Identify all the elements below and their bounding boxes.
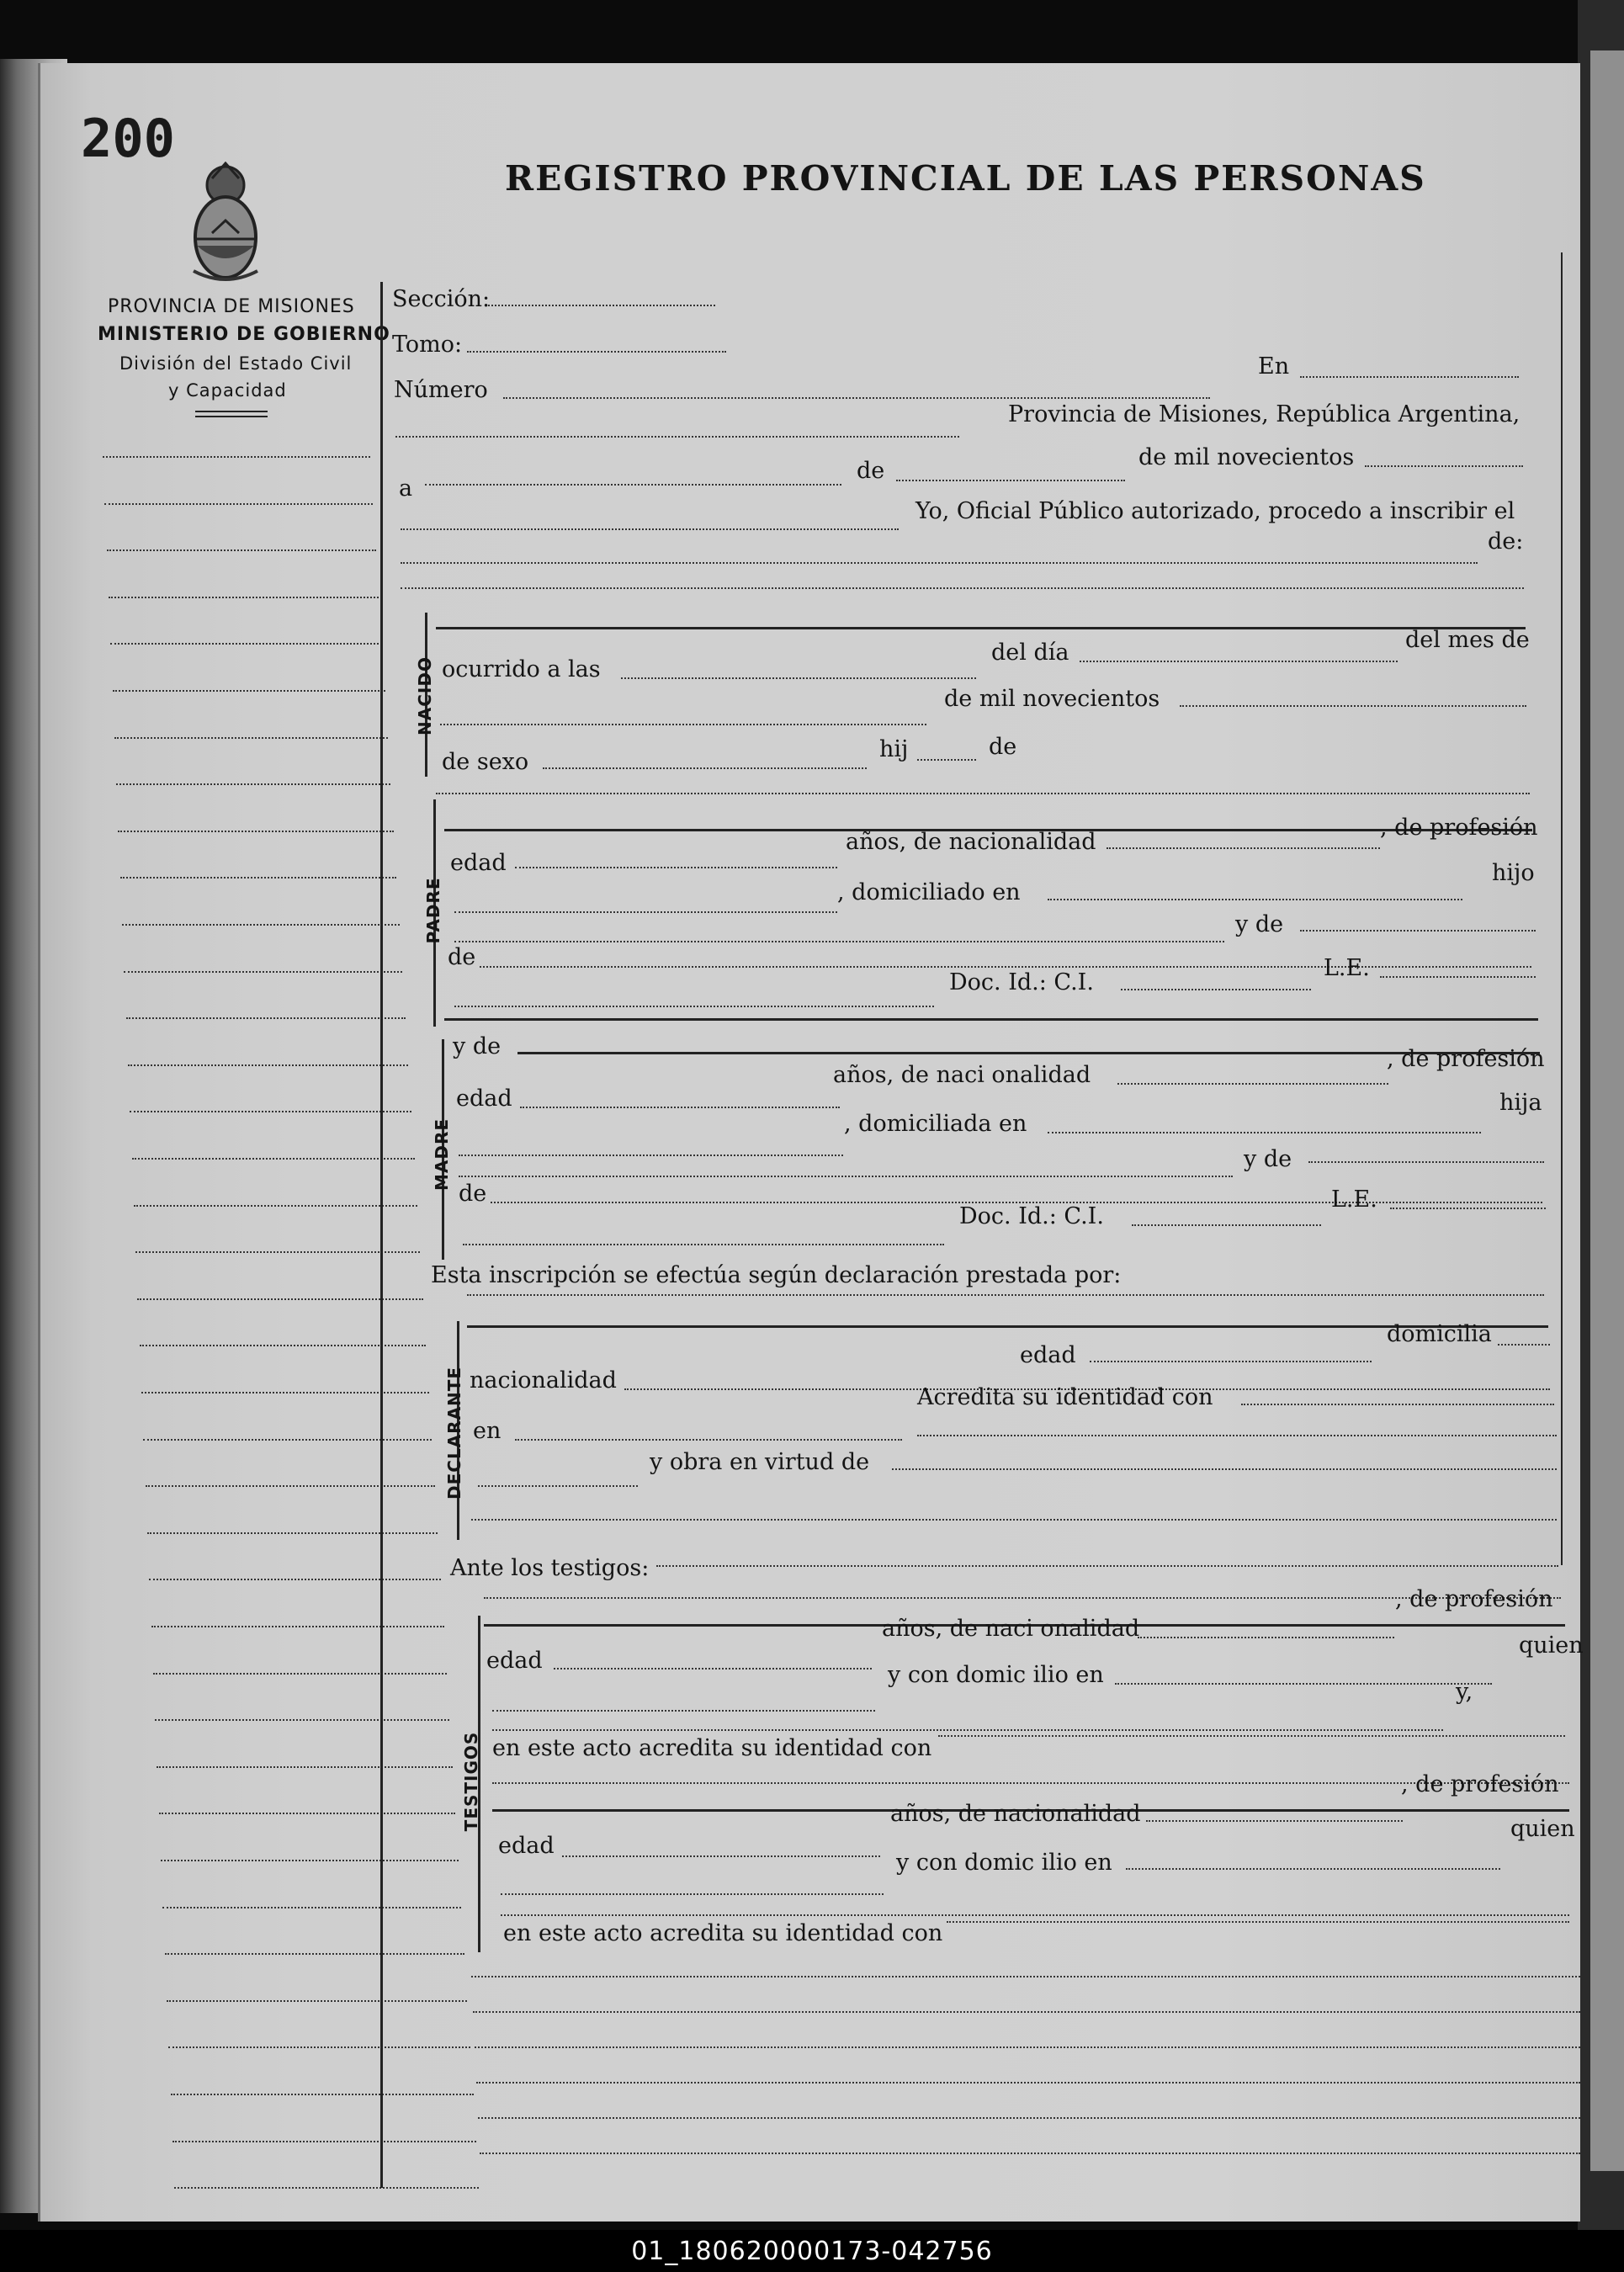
- padre-anos-label: años, de nacionalidad: [846, 829, 1096, 855]
- margin-note-line[interactable]: [118, 831, 394, 832]
- hour-field[interactable]: [401, 528, 899, 530]
- declarante-edad-field[interactable]: [1090, 1361, 1372, 1362]
- day-of-birth-field[interactable]: [1080, 661, 1398, 662]
- testigos-section-label: TESTIGOS: [461, 1731, 481, 1832]
- madre-edad-field[interactable]: [520, 1107, 840, 1108]
- margin-note-line[interactable]: [149, 1579, 441, 1580]
- padre-hijo-label: hijo: [1492, 860, 1535, 886]
- institution-line-2: MINISTERIO DE GOBIERNO: [98, 324, 390, 345]
- closing-note-line[interactable]: [471, 1976, 1580, 1977]
- sexo-label: de sexo: [442, 749, 529, 775]
- madre-profesion-label: , de profesión: [1387, 1046, 1545, 1072]
- testigo1-acredita-label: en este acto acredita su identidad con: [492, 1735, 932, 1761]
- padre-section-label: PADRE: [423, 877, 443, 944]
- margin-note-line[interactable]: [104, 503, 373, 505]
- padre-domiciliado-label: , domiciliado en: [837, 879, 1021, 905]
- inscribe-field[interactable]: [401, 562, 1478, 564]
- oficial-text: Yo, Oficial Público autorizado, procedo a inscribir el: [915, 498, 1515, 524]
- padre-de-label: de: [448, 944, 476, 970]
- institution-line-4: y Capacidad: [168, 380, 287, 401]
- margin-note-line[interactable]: [140, 1345, 427, 1346]
- padre-profesion-field[interactable]: [454, 911, 837, 913]
- margin-note-line[interactable]: [103, 456, 370, 458]
- madre-extra-field[interactable]: [463, 1244, 944, 1245]
- margin-note-line[interactable]: [153, 1673, 447, 1675]
- testigo2-quien-field[interactable]: [501, 1914, 1569, 1916]
- testigo2-domicilio-field[interactable]: [1126, 1868, 1500, 1870]
- margin-note-line[interactable]: [110, 643, 382, 645]
- margin-note-line[interactable]: [109, 597, 379, 598]
- margin-note-line[interactable]: [157, 1766, 453, 1768]
- testigo2-nacionalidad-field[interactable]: [1146, 1820, 1403, 1822]
- testigo1-acredita-field[interactable]: [938, 1735, 1565, 1737]
- madre-ci-field[interactable]: [1132, 1224, 1321, 1226]
- month-field[interactable]: [896, 480, 1125, 481]
- ocurrido-label: ocurrido a las: [442, 656, 601, 682]
- facing-page-edge: [1590, 50, 1624, 2171]
- testigo2-profesion-field[interactable]: [501, 1893, 884, 1895]
- testigo2-profesion-label: , de profesión: [1401, 1771, 1559, 1797]
- padre-y-de-field[interactable]: [1300, 930, 1536, 932]
- institution-line-1: PROVINCIA DE MISIONES: [108, 296, 355, 317]
- sex-field[interactable]: [543, 767, 867, 769]
- hij-suffix-field[interactable]: [917, 759, 976, 761]
- madre-anos-label: años, de naci onalidad: [833, 1062, 1091, 1088]
- madre-domicilio-field[interactable]: [1048, 1132, 1481, 1133]
- margin-note-line[interactable]: [134, 1205, 417, 1207]
- page-title: REGISTRO PROVINCIAL DE LAS PERSONAS: [505, 158, 1426, 199]
- mil-novecientos-label: de mil novecientos: [1138, 444, 1355, 470]
- declarante-en-label: en: [473, 1418, 502, 1444]
- place-field[interactable]: [395, 436, 959, 438]
- margin-note-line[interactable]: [172, 2141, 476, 2142]
- declarante-extra-field[interactable]: [917, 1435, 1557, 1436]
- en-label: En: [1258, 353, 1290, 380]
- year-of-birth-field[interactable]: [1180, 705, 1526, 707]
- declarante-en-field[interactable]: [515, 1439, 902, 1441]
- margin-note-line[interactable]: [162, 1907, 461, 1908]
- nacido-section-label: NACIDO: [415, 656, 435, 735]
- margin-note-line[interactable]: [165, 1953, 464, 1955]
- right-margin-rule: [1561, 252, 1563, 1565]
- declarante-obra-pre-field[interactable]: [478, 1485, 638, 1487]
- closing-note-line[interactable]: [480, 2153, 1580, 2154]
- madre-doc-label: Doc. Id.: C.I.: [959, 1203, 1104, 1229]
- nacido-de-label: de: [989, 734, 1017, 760]
- margin-note-line[interactable]: [128, 1064, 409, 1066]
- numero-label: Número: [394, 377, 488, 403]
- hij-label: hij: [879, 736, 909, 762]
- institution-line-3: División del Estado Civil: [119, 353, 353, 374]
- declarante-section-label: DECLARANTE: [444, 1366, 464, 1500]
- mil-novecientos-birth-label: de mil novecientos: [944, 686, 1160, 712]
- closing-note-line[interactable]: [475, 2046, 1580, 2048]
- a-label: a: [399, 475, 413, 502]
- padre-doc-label: Doc. Id.: C.I.: [949, 969, 1094, 995]
- testigo2-acredita-label: en este acto acredita su identidad con: [503, 1920, 943, 1946]
- margin-note-line[interactable]: [122, 924, 400, 926]
- declarante-name-line[interactable]: [467, 1294, 1544, 1296]
- madre-profesion-field[interactable]: [459, 1155, 843, 1156]
- margin-note-line[interactable]: [174, 2187, 479, 2189]
- main-vertical-rule: [380, 282, 383, 2188]
- margin-note-line[interactable]: [130, 1111, 411, 1112]
- testigo1-anos-label: años, de naci onalidad: [882, 1616, 1140, 1642]
- coat-of-arms-icon: [187, 162, 264, 286]
- closing-note-line[interactable]: [476, 2082, 1580, 2084]
- testigo2-quien-label: quien: [1510, 1816, 1575, 1842]
- declarante-obra-label: y obra en virtud de: [650, 1449, 870, 1475]
- margin-note-line[interactable]: [143, 1439, 432, 1441]
- madre-section-label: MADRE: [432, 1117, 452, 1192]
- testigo2-domicilio-label: y con domic ilio en: [896, 1850, 1112, 1876]
- padre-nacionalidad-field[interactable]: [1107, 847, 1380, 849]
- closing-note-line[interactable]: [478, 2117, 1580, 2119]
- madre-de-label: de: [459, 1181, 487, 1207]
- padre-y-de-label: y de: [1235, 911, 1284, 937]
- tomo-label: Tomo:: [392, 332, 463, 358]
- margin-note-line[interactable]: [113, 690, 385, 692]
- ante-testigos-text: Ante los testigos:: [450, 1555, 650, 1581]
- testigo2-edad-field[interactable]: [562, 1855, 880, 1857]
- testigo2-acredita-field[interactable]: [947, 1921, 1569, 1923]
- madre-top-rule: [444, 1018, 1538, 1021]
- declarante-extra-line[interactable]: [471, 1519, 1557, 1521]
- day-field[interactable]: [425, 484, 841, 486]
- testigo1-domicilio-label: y con domic ilio en: [888, 1662, 1104, 1688]
- madre-nacionalidad-field[interactable]: [1117, 1083, 1388, 1085]
- testigo2-anos-label: años, de nacionalidad: [890, 1801, 1141, 1827]
- margin-note-line[interactable]: [159, 1813, 456, 1814]
- testigo2-edad-label: edad: [498, 1833, 555, 1859]
- declarante-obra-field[interactable]: [892, 1468, 1557, 1470]
- provincia-text: Provincia de Misiones, República Argentina,: [1008, 401, 1521, 427]
- margin-note-line[interactable]: [141, 1392, 429, 1393]
- declarante-acredita-label: Acredita su identidad con: [917, 1384, 1213, 1410]
- padre-edad-field[interactable]: [515, 867, 837, 868]
- madre-y-de-label: y de: [1244, 1146, 1292, 1172]
- del-mes-label: del mes de: [1405, 627, 1530, 653]
- madre-hija-label: hija: [1499, 1090, 1542, 1116]
- year-field[interactable]: [1365, 465, 1523, 467]
- margin-note-line[interactable]: [155, 1719, 449, 1721]
- padre-ci-field[interactable]: [1121, 989, 1311, 990]
- madre-y-de-top-label: y de: [453, 1033, 502, 1059]
- padre-de-field[interactable]: [480, 966, 1531, 968]
- madre-edad-label: edad: [456, 1086, 512, 1112]
- margin-note-line[interactable]: [135, 1251, 420, 1253]
- testigo1-y-label: y,: [1456, 1679, 1473, 1705]
- de-colon-label: de:: [1488, 528, 1524, 555]
- padre-extra-field[interactable]: [454, 1006, 934, 1007]
- padre-edad-label: edad: [450, 850, 507, 876]
- nacido-rule: [436, 627, 1526, 629]
- parents-line[interactable]: [436, 793, 1530, 794]
- hour-of-birth-field[interactable]: [621, 677, 976, 679]
- de-label: de: [857, 458, 885, 484]
- declarante-edad-label: edad: [1020, 1342, 1076, 1368]
- closing-note-line[interactable]: [473, 2011, 1580, 2013]
- margin-note-line[interactable]: [116, 783, 390, 785]
- testigo1-edad-field[interactable]: [554, 1668, 872, 1669]
- testigo1-nacionalidad-field[interactable]: [1138, 1637, 1394, 1638]
- margin-note-line[interactable]: [132, 1158, 415, 1160]
- testigo1-domicilio-field[interactable]: [1115, 1683, 1492, 1685]
- margin-note-line[interactable]: [124, 971, 402, 973]
- testigo1-profesion-field[interactable]: [492, 1710, 875, 1712]
- testigo1-edad-label: edad: [486, 1648, 543, 1674]
- margin-note-line[interactable]: [107, 549, 376, 551]
- numero-field[interactable]: [503, 397, 1210, 399]
- declarante-acredita-field[interactable]: [1241, 1404, 1554, 1405]
- ante-testigos-field[interactable]: [656, 1565, 1558, 1567]
- declarante-nacionalidad-label: nacionalidad: [470, 1367, 617, 1393]
- page-number: 200: [81, 108, 175, 169]
- padre-domicilio-field[interactable]: [1048, 899, 1462, 900]
- madre-le-field[interactable]: [1390, 1208, 1546, 1209]
- seccion-field[interactable]: [488, 305, 715, 306]
- madre-domiciliada-label: , domiciliada en: [844, 1111, 1027, 1137]
- seccion-label: Sección:: [392, 286, 491, 312]
- institution-underline: [195, 411, 268, 412]
- testigo1-quien-label: quien: [1519, 1632, 1584, 1659]
- tomo-field[interactable]: [467, 351, 726, 353]
- margin-note-line[interactable]: [151, 1626, 444, 1627]
- scan-caption-bar: [0, 2230, 1624, 2272]
- madre-y-de-field[interactable]: [1308, 1161, 1544, 1163]
- margin-note-line[interactable]: [120, 877, 397, 879]
- institution-underline: [195, 416, 268, 417]
- margin-note-line[interactable]: [147, 1532, 438, 1534]
- margin-note-line[interactable]: [126, 1017, 406, 1019]
- testigo1-quien-field[interactable]: [492, 1729, 1443, 1731]
- en-field[interactable]: [1300, 376, 1519, 378]
- margin-note-line[interactable]: [167, 2000, 468, 2002]
- padre-hijo-de-field[interactable]: [454, 941, 1224, 942]
- margin-note-line[interactable]: [146, 1485, 435, 1487]
- extra-line[interactable]: [401, 587, 1524, 589]
- padre-le-field[interactable]: [1380, 976, 1536, 978]
- margin-note-line[interactable]: [114, 737, 388, 739]
- declarante-domicilia-field[interactable]: [1498, 1344, 1550, 1346]
- declaracion-text: Esta inscripción se efectúa según declaración prestada por:: [431, 1262, 1122, 1288]
- month-of-birth-field[interactable]: [440, 724, 926, 725]
- padre-le-label: L.E.: [1324, 955, 1370, 981]
- padre-profesion-label: , de profesión: [1380, 815, 1538, 841]
- margin-note-line[interactable]: [168, 2046, 470, 2048]
- margin-note-line[interactable]: [161, 1860, 459, 1861]
- margin-note-line[interactable]: [171, 2094, 474, 2095]
- scan-caption: 01_180620000173-042756: [631, 2236, 993, 2266]
- del-dia-label: del día: [991, 640, 1069, 666]
- declarante-domicilia-label: domicilia: [1387, 1321, 1492, 1347]
- testigo1-profesion-label: , de profesión: [1395, 1586, 1553, 1612]
- madre-hija-de-field[interactable]: [459, 1176, 1233, 1177]
- madre-le-label: L.E.: [1331, 1186, 1377, 1213]
